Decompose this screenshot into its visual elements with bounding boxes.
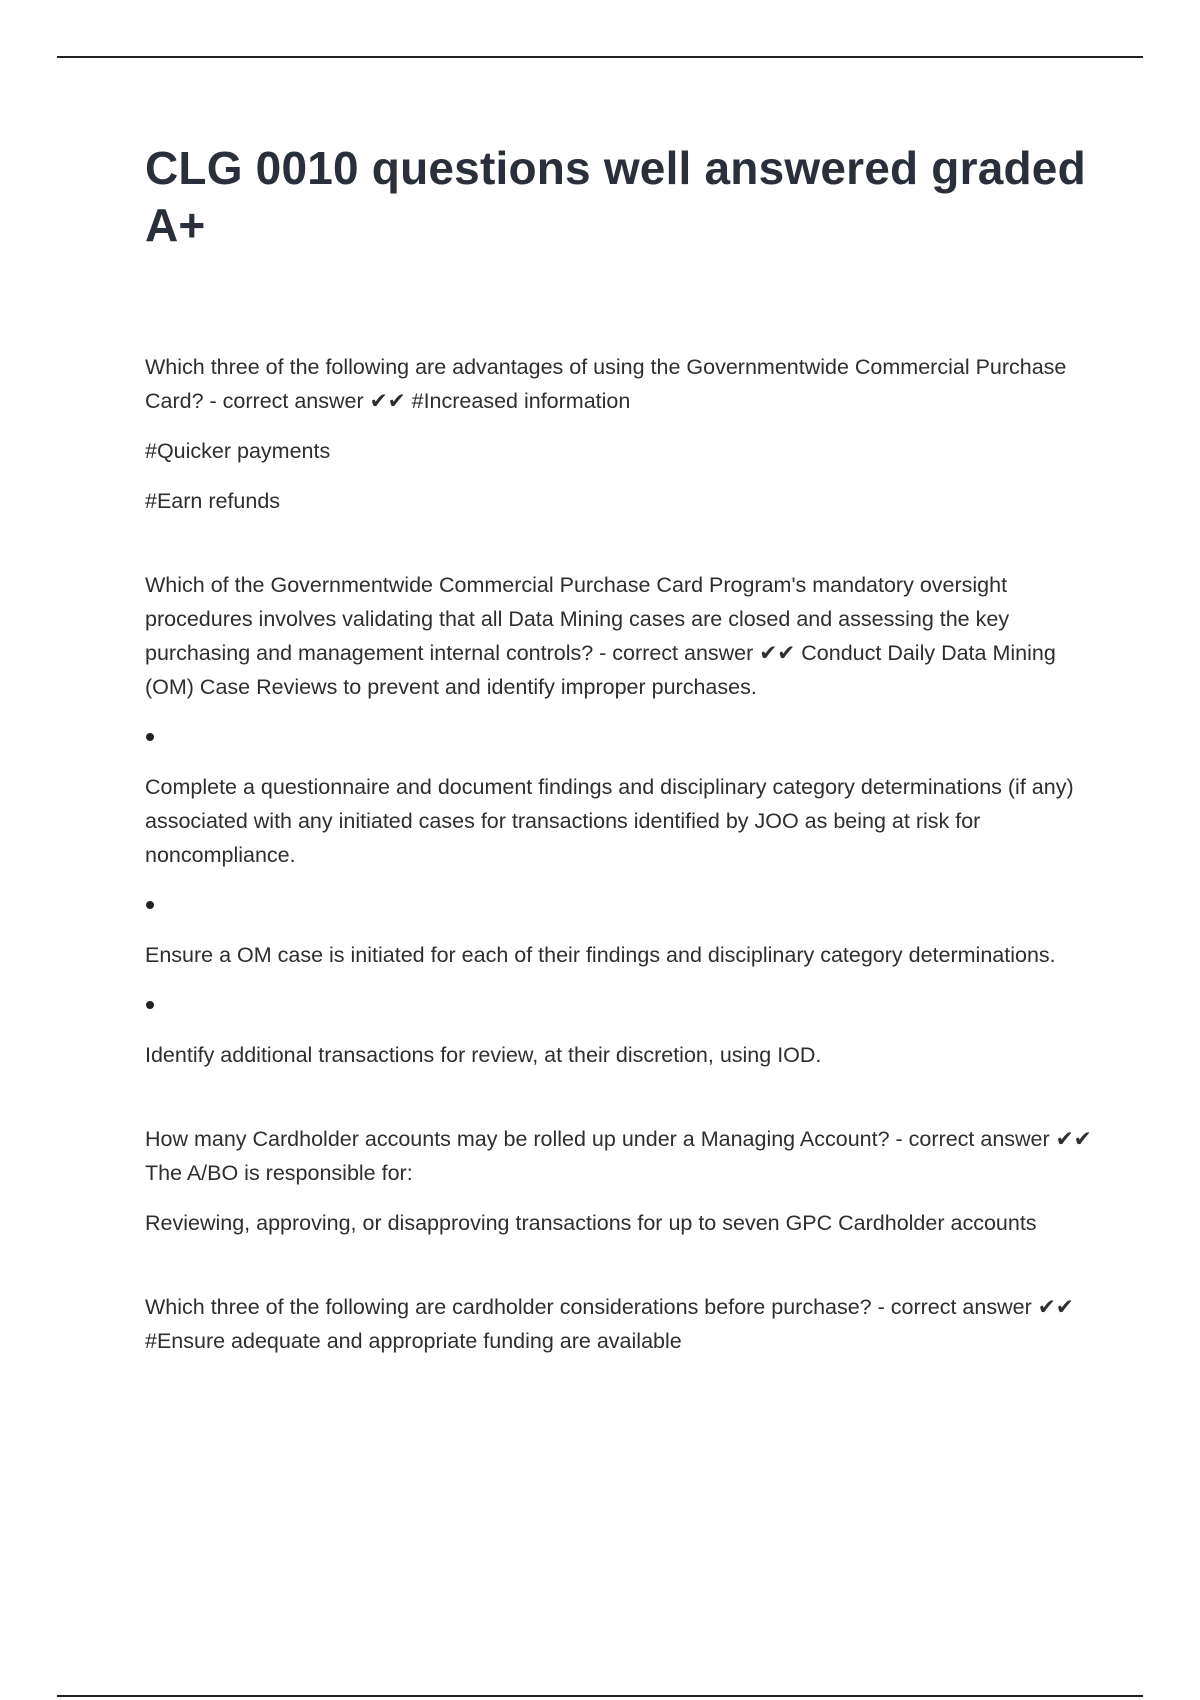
answer-item: Complete a questionnaire and document findings and disciplinary category determinations (if any) associated with any initiated cases for transactions identified by JOO as being at risk for noncompliance. (145, 775, 1074, 867)
answer-item: Ensure a OM case is initiated for each of their findings and disciplinary category determinations. (145, 943, 1056, 967)
answer-item: #Quicker payments (145, 439, 331, 463)
question-block-2 (145, 568, 1105, 1072)
question-block-4 (145, 1290, 1105, 1358)
question-block-1 (145, 350, 1105, 518)
document-body (145, 140, 1105, 1408)
question-text: Which three of the following are advantages of using the Governmentwide Commercial Purchase Card? - correct answer ✔✔ #Increased information (145, 355, 1067, 413)
question-text: Which of the Governmentwide Commercial Purchase Card Program's mandatory oversight procedures involves validating that all Data Mining cases are closed and assessing the key purchasing and management internal controls? - correct answer ✔✔ Conduct Daily Data Mining (OM) Case Reviews to prevent and identify improper purchases. (145, 573, 1056, 699)
answer-item: Identify additional transactions for review, at their discretion, using IOD. (145, 1043, 822, 1067)
bullet-marker (145, 988, 1105, 1022)
question-text: Which three of the following are cardholder considerations before purchase? - correct answer ✔✔ #Ensure adequate and appropriate funding are available (145, 1295, 1074, 1353)
question-list (145, 350, 1105, 1358)
answer-item: #Earn refunds (145, 489, 281, 513)
document-title: CLG 0010 questions well answered graded A+ (145, 142, 1086, 251)
question-block-3 (145, 1122, 1105, 1240)
question-text: How many Cardholder accounts may be rolled up under a Managing Account? - correct answer ✔✔ The A/BO is responsible for: (145, 1127, 1092, 1185)
top-rule (57, 56, 1143, 58)
answer-item: Reviewing, approving, or disapproving transactions for up to seven GPC Cardholder accounts (145, 1211, 1037, 1235)
bullet-marker (145, 888, 1105, 922)
bullet-marker (145, 720, 1105, 754)
bottom-rule (57, 1695, 1143, 1697)
